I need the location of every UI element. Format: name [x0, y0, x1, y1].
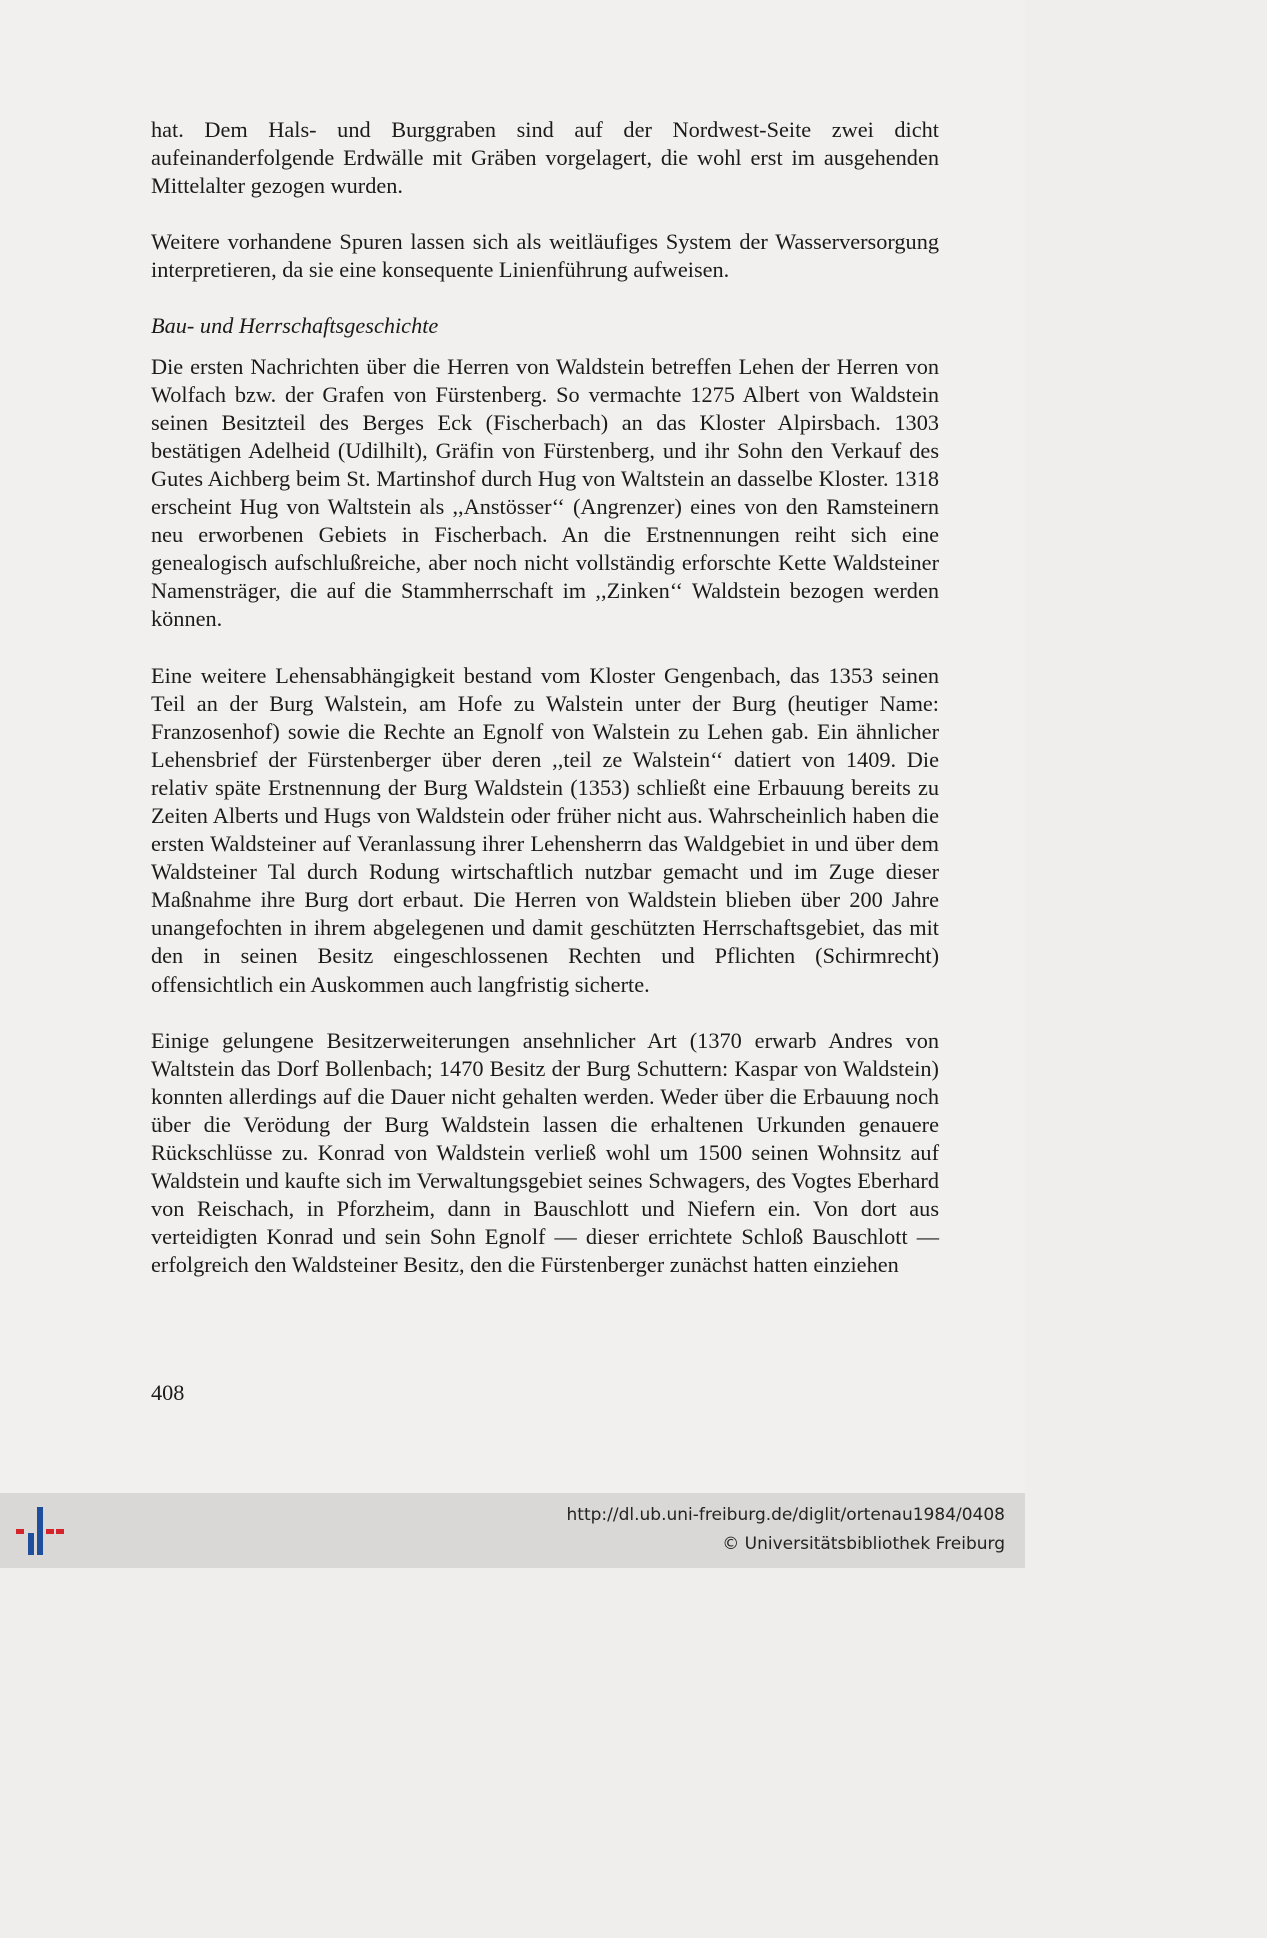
copyright-credit: © Universitätsbibliothek Freiburg: [722, 1534, 1005, 1554]
source-url-link[interactable]: http://dl.ub.uni-freiburg.de/diglit/ortenau1984/0408: [566, 1505, 1005, 1525]
section-heading: Bau- und Herrschaftsgeschichte: [151, 313, 439, 339]
paragraph-4: Eine weitere Lehensabhängigkeit bestand vom Kloster Gengenbach, das 1353 seinen Teil an der Burg Walstein, am Hofe zu Walstein unter der Burg (heutiger Name: Franzosenhof) sowie die Rechte an Egnolf von Walstein zu Lehen gab. Ein ähnlicher Lehensbrief der Fürstenberger über deren ,,teil ze Walstein‘‘ datiert von 1409. Die relativ späte Erstnennung der Burg Waldstein (1353) schließt eine Erbauung bereits zu Zeiten Alberts und Hugs von Waldstein oder früher nicht aus. Wahrscheinlich haben die ersten Waldsteiner auf Veranlassung ihrer Lehensherrn das Waldgebiet in und über dem Waldsteiner Tal durch Rodung wirtschaftlich nutzbar gemacht und im Zuge dieser Maßnahme ihre Burg dort erbaut. Die Herren von Waldstein blieben über 200 Jahre unangefochten in ihrem abgelegenen und damit geschützten Herrschaftsgebiet, das mit den in seinen Besitz eingeschlossenen Rechten und Pflichten (Schirmrecht) offensichtlich ein Auskommen auch langfristig sicherte.: [151, 662, 939, 997]
paragraph-5: Einige gelungene Besitzerweiterungen ansehnlicher Art (1370 erwarb Andres von Waltstein das Dorf Bollenbach; 1470 Besitz der Burg Schuttern: Kaspar von Waldstein) konnten allerdings auf die Dauer nicht gehalten werden. Weder über die Erbauung noch über die Verödung der Burg Waldstein lassen die erhaltenen Urkunden genauere Rückschlüsse zu. Konrad von Waldstein verließ wohl um 1500 seinen Wohnsitz auf Waldstein und kaufte sich im Verwaltungsgebiet seines Schwagers, des Vogtes Eberhard von Reischach, in Pforzheim, dann in Bauschlott und Niefern ein. Von dort aus verteidigten Konrad und sein Sohn Egnolf — dieser errichtete Schloß Bauschlott — erfolgreich den Waldsteiner Besitz, den die Fürstenberger zunächst hatten einziehen: [151, 1027, 939, 1278]
ub-freiburg-logo-icon: [14, 1503, 66, 1559]
paragraph-1: hat. Dem Hals- und Burggraben sind auf der Nordwest-Seite zwei dicht aufeinanderfolgende Erdwälle mit Gräben vorgelagert, die wohl erst im ausgehenden Mittelalter gezogen wurden.: [151, 117, 939, 199]
page-number: 408: [151, 1380, 185, 1405]
paragraph-2: Weitere vorhandene Spuren lassen sich als weitläufiges System der Wasserversorgung interpretieren, da sie eine konsequente Linienführung aufweisen.: [151, 229, 939, 283]
paragraph-3: Die ersten Nachrichten über die Herren von Waldstein betreffen Lehen der Herren von Wolfach bzw. der Grafen von Fürstenberg. So vermachte 1275 Albert von Waldstein seinen Besitzteil des Berges Eck (Fischerbach) an das Kloster Alpirsbach. 1303 bestätigen Adelheid (Udilhilt), Gräfin von Fürstenberg, und ihr Sohn den Verkauf des Gutes Aichberg beim St. Martinshof durch Hug von Waltstein an dasselbe Kloster. 1318 erscheint Hug von Waltstein als ,,Anstösser‘‘ (Angrenzer) eines von den Ramsteinern neu erworbenen Gebiets in Fischerbach. An die Erstnennungen reiht sich eine genealogisch aufschlußreiche, aber noch nicht vollständig erforschte Kette Waldsteiner Namensträger, die auf die Stammherrschaft im ,,Zinken‘‘ Waldstein bezogen werden können.: [151, 353, 939, 632]
text-column: [151, 116, 939, 1279]
footer-bar: [0, 1493, 1025, 1568]
